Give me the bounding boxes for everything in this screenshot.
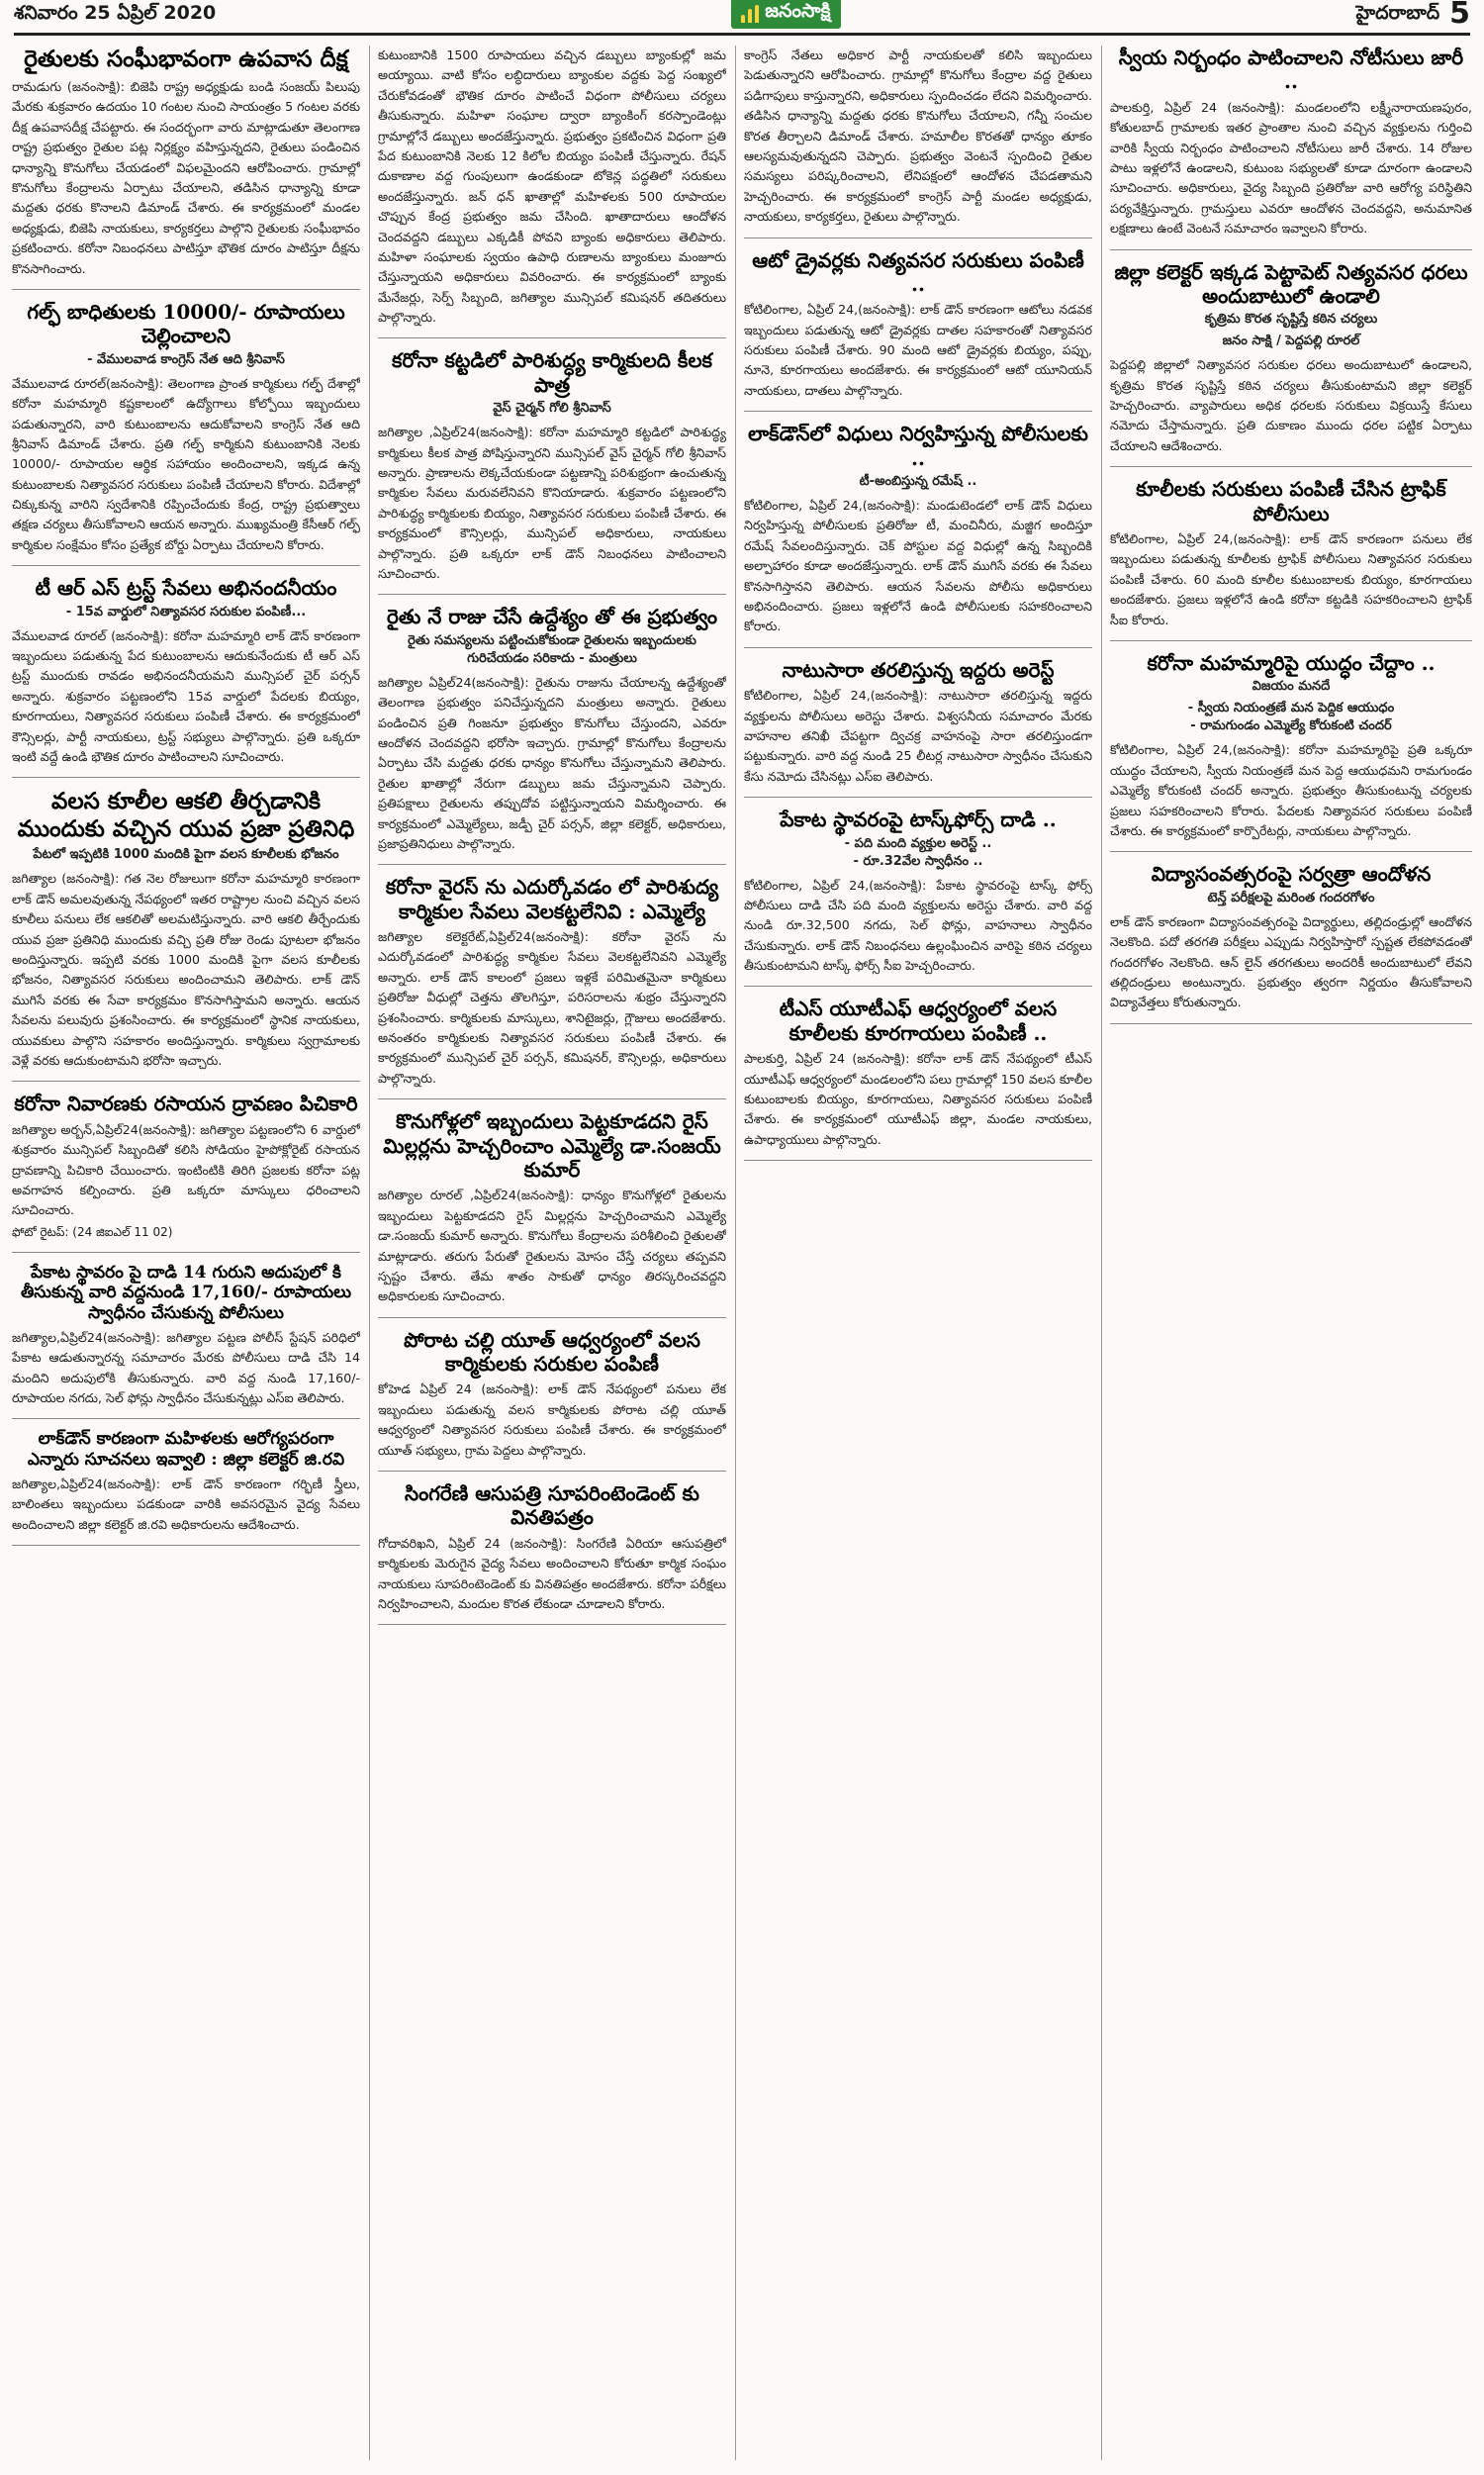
article-subheading: టెన్త్ పరీక్షలపై మరింత గందరగోళం <box>1207 890 1375 905</box>
article-body: జగిత్యాల రూరల్ ,ఏప్రిల్24(జనంసాక్షి): ధాన్యం కొనుగోళ్లలో రైతులను ఇబ్బందులు పెట్టకూడదని రైస్ మిల్లర్లను హెచ్చరించామని ఎమ్మెల్యే డా.సంజయ్ కుమార్ అన్నారు. కొనుగోలు కేంద్రాలను పరిశీలించి రైతులతో మాట్లాడారు. తరుగు పేరుతో రైతులను మోసం చేస్తే చర్యలు తప్పవని స్పష్టం చేశారు. తేమ శాతం సాకుతో ధాన్యం తిరస్కరించవద్దని అధికారులకు సూచించారు. <box>378 1188 726 1304</box>
article-body: కోటిలింగాల, ఏప్రిల్ 24,(జనంసాక్షి): లాక్ డౌన్ కారణంగా ఆటోలు నడవక ఇబ్బందులు పడుతున్న ఆటో డ్రైవర్లకు దాతల సహకారంతో నిత్యావసర సరుకులు పంపిణీ చేశారు. 90 మంది ఆటో డ్రైవర్లకు బియ్యం, పప్పు, నూనె, కూరగాయలు అందజేశారు. ఈ కార్యక్రమంలో ఆటో యూనియన్ నాయకులు, దాతలు పాల్గొన్నారు. <box>744 302 1092 398</box>
news-article <box>12 1092 360 1252</box>
article-headline: నాటుసారా తరలిస్తున్న ఇద్దరు అరెస్ట్ <box>782 657 1055 682</box>
article-body: జగిత్యాల అర్బన్,ఏప్రిల్24(జనంసాక్షి): జగిత్యాల పట్టణంలోని 6 వార్డులో శుక్రవారం మున్సిపల్ సిబ్బందితో కలిసి సోడియం హైపోక్లోరైట్ రసాయన ద్రావణాన్ని పిచికారి చేయించారు. ఇంటింటికి తిరిగి ప్రజలకు కరోనా పట్ల అవగాహన కల్పించారు. ప్రతి ఒక్కరూ మాస్కులు ధరించాలని సూచించారు. <box>12 1121 360 1218</box>
article-subheading: టీ-అంబిస్తున్న రమేష్ .. <box>859 474 977 490</box>
article-subheading: - 15వ వార్డులో నిత్యావసర సరుకుల పంపిణీ... <box>65 604 307 619</box>
article-byline: వైస్ చైర్మన్ గోలి శ్రీనివాస్ <box>493 401 611 417</box>
article-body: కోటిలింగాల, ఏప్రిల్ 24,(జనంసాక్షి): మండుటెండలో లాక్ డౌన్ విధులు నిర్వహిస్తున్న పోలీసులకు ప్రతిరోజు టీ, మంచినీరు, మజ్జిగ అందిస్తూ రమేష్ సేవలందిస్తున్నారు. చెక్ పోస్టుల వద్ద విధుల్లో ఉన్న సిబ్బందికి అల్పాహారం కూడా అందజేస్తున్నారు. లాక్ డౌన్ ముగిసే వరకు ఈ సేవలు కొనసాగిస్తానని తెలిపారు. ఆయన సేవలను పోలీసు అధికారులు అభినందించారు. ప్రజలు ఇళ్లలోనే ఉండి పోలీసులకు సహకరించాలని కోరారు. <box>744 498 1092 634</box>
news-article <box>378 46 726 338</box>
logo-text: జనంసాక్షి <box>765 0 831 22</box>
edition-city: హైదరాబాద్ <box>1355 2 1440 24</box>
article-headline: టీఎస్ యూటీఎఫ్ ఆధ్వర్యంలో వలస కూలీలకు కూరగాయలు పంపిణీ .. <box>779 997 1058 1045</box>
article-byline: - స్వీయ నియంత్రణే మన పెద్దిక ఆయుధం - రామగుండం ఎమ్మెల్యే కోరుకంటి చందర్ <box>1187 701 1395 734</box>
news-article <box>1110 862 1472 1023</box>
news-article <box>1110 260 1472 468</box>
article-headline: కూలీలకు సరుకులు పంపిణీ చేసిన ట్రాఫిక్ పోలీసులు <box>1136 477 1446 525</box>
column-divider <box>1101 46 1102 2460</box>
news-article <box>378 605 726 865</box>
article-body: గోదావరిఖని, ఏప్రిల్ 24 (జనంసాక్షి): సింగరేణి ఏరియా ఆసుపత్రిలో కార్మికులకు మెరుగైన వైద్య సేవలు అందించాలని కోరుతూ కార్మిక సంఘం నాయకులు సూపరింటెండెంట్ కు వినతిపత్రం అందజేశారు. కరోనా పరీక్షలు నిర్వహించాలని, మందుల కొరత లేకుండా చూడాలని కోరారు. <box>378 1535 726 1611</box>
column-4 <box>1110 46 1472 2460</box>
article-headline: స్వీయ నిర్బంధం పాటించాలని నోటీసులు జారీ .. <box>1118 46 1464 94</box>
news-article <box>12 788 360 1082</box>
article-headline: పేకాట స్థావరంపై టాస్క్‌ఫోర్స్ దాడి .. <box>780 808 1057 832</box>
article-headline: పోరాట చల్లి యూత్ ఆధ్వర్యంలో వలస కార్మికులకు సరుకుల పంపిణీ <box>404 1327 700 1377</box>
article-body: కోటిలింగాల, ఏప్రిల్ 24,(జనంసాక్షి): లాక్ డౌన్ కారణంగా పనులు లేక ఇబ్బందులు పడుతున్న కూలీలకు ట్రాఫిక్ పోలీసులు నిత్యావసర సరుకులు పంపిణీ చేశారు. 60 మంది కూలీల కుటుంబాలకు బియ్యం, కూరగాయలు అందజేశారు. ప్రజలు ఇళ్లలోనే ఉండి కరోనా కట్టడికి సహకరించాలని ట్రాఫిక్ సీఐ కోరారు. <box>1110 531 1472 627</box>
news-article <box>1110 651 1472 852</box>
column-2 <box>378 46 726 2460</box>
article-subheading: పేటలో ఇప్పటికి 1000 మందికి పైగా వలస కూలీలకు భోజనం <box>33 847 339 863</box>
article-body: కుటుంబానికి 1500 రూపాయలు వచ్చిన డబ్బులు బ్యాంకుల్లో జమ అయ్యాయి. వాటి కోసం లబ్ధిదారులు బ్యాంకుల వద్దకు పెద్ద సంఖ్యలో చేరుకోవడంతో భౌతిక దూరం పాటించే విధంగా పోలీసులు చర్యలు తీసుకున్నారు. మహిళా సంఘాల ద్వారా బ్యాంకింగ్ కరస్పాండెంట్లు గ్రామాల్లోనే డబ్బులు అందజేస్తున్నారు. ప్రభుత్వం ప్రకటించిన విధంగా ప్రతి పేద కుటుంబానికి నెలకు 12 కిలోల బియ్యం పంపిణీ చేస్తున్నారు. రేషన్ దుకాణాల వద్ద గుంపులుగా ఉండకుండా టోకెన్ల పద్ధతిలో సరుకులు అందజేస్తున్నారు. జన్ ధన్ ఖాతాల్లో మహిళలకు 500 రూపాయల చొప్పున కేంద్ర ప్రభుత్వం జమ చేసింది. ఖాతాదారులు ఆందోళన చెందవద్దని డబ్బులు ఎక్కడికీ పోవని బ్యాంకు అధికారులు తెలిపారు. మహిళా సంఘాలకు స్వయం ఉపాధి రుణాలను బ్యాంకులు మంజూరు చేస్తున్నాయని అధికారులు వివరించారు. ఈ కార్యక్రమంలో బ్యాంకు మేనేజర్లు, సెర్ప్ సిబ్బంది, జగిత్యాల మున్సిపల్ కమిషనర్ తదితరులు పాల్గొన్నారు. <box>378 48 726 326</box>
article-body: రామడుగు (జనంసాక్షి): బిజెపి రాష్ట్ర అధ్యక్షుడు బండి సంజయ్ పిలుపు మేరకు శుక్రవారం ఉదయం 10 గంటల నుంచి సాయంత్రం 5 గంటల వరకు దీక్ష ఉపవాసదీక్ష చేపట్టారు. ఈ సందర్భంగా వారు మాట్లాడుతూ తెలంగాణ రాష్ట్ర ప్రభుత్వం రైతుల పట్ల నిర్లక్ష్యం వహిస్తున్నదని, రైతులు పండించిన ధాన్యాన్ని కొనుగోలు చేయడంలో విఫలమైందని ఆరోపించారు. గ్రామాల్లో కొనుగోలు కేంద్రాలను ఏర్పాటు చేయాలని, తడిసిన ధాన్యాన్ని కూడా మద్దతు ధరకు కొనాలని డిమాండ్ చేశారు. ఈ కార్యక్రమంలో మండల అధ్యక్షుడు, బిజెపి నాయకులు, కార్యకర్తలు పాల్గొని రైతులకు సంఘీభావం ప్రకటించారు. కరోనా నిబంధనలు పాటిస్తూ భౌతిక దూరం పాటిస్తూ దీక్షను కొనసాగించారు. <box>12 79 360 276</box>
article-subheading: - పది మంది వ్యక్తుల అరెస్ట్ .. - రూ.32వేల స్వాధీనం .. <box>844 835 992 869</box>
news-article <box>12 300 360 566</box>
news-article <box>12 46 360 290</box>
article-headline: సింగరేణి ఆసుపత్రి సూపరింటెండెంట్ కు వినతిపత్రం <box>405 1481 699 1530</box>
news-article <box>12 576 360 778</box>
article-headline: వలస కూలీల ఆకలి తీర్చడానికి ముందుకు వచ్చిన యువ ప్రజా ప్రతినిధి <box>17 788 355 843</box>
article-headline: రైతులకు సంఘీభావంగా ఉపవాస దీక్ష <box>24 46 348 72</box>
column-divider <box>369 46 370 2460</box>
article-headline: కరోనా వైరస్ ను ఎదుర్కోవడం లో పారిశుద్య కార్మికుల సేవలు వెలకట్టలేనివి : ఎమ్మెల్యే <box>385 875 719 923</box>
news-article <box>1110 477 1472 641</box>
article-body: జగిత్యాల,ఏప్రిల్24(జనంసాక్షి): జగిత్యాల పట్టణ పోలీస్ స్టేషన్ పరిధిలో పేకాట ఆడుతున్నారన్న సమాచారం మేరకు పోలీసులు దాడి చేసి 14 మందిని అదుపులోకి తీసుకున్నారు. వారి వద్ద నుండి 17,160/- రూపాయల నగదు, సెల్ ఫోన్లు స్వాధీనం చేసుకున్నట్లు ఎస్ఐ తెలిపారు. <box>12 1329 360 1406</box>
news-article <box>744 658 1092 798</box>
article-headline: జిల్లా కలెక్టర్ ఇక్కడ పెట్టాపెట్ నిత్యవసర ధరలు అందుబాటులో ఉండాలి <box>1114 259 1468 308</box>
article-headline: పేకాట స్థావరం పై దాడి 14 గురుని అదుపులో కి తీసుకున్న వారి వద్దనుండి 17,160/- రూపాయలు స్వాధీనం చేసుకున్న పోలీసులు <box>20 1262 352 1324</box>
article-body: జగిత్యాల కలెక్టరేట్,ఏప్రిల్24(జనంసాక్షి): కరోనా వైరస్ ను ఎదుర్కోవడంలో పారిశుద్ధ్య కార్మికుల సేవలు వెలకట్టలేనివని ఎమ్మెల్యే అన్నారు. లాక్ డౌన్ కాలంలో ప్రజలు ఇళ్లకే పరిమితమైనా కార్మికులు ప్రతిరోజు వీధుల్లో చెత్తను తొలగిస్తూ, పరిసరాలను శుభ్రం చేస్తున్నారని ప్రశంసించారు. కార్మికులకు మాస్కులు, శానిటైజర్లు, గ్లౌజులు అందజేశారు. అనంతరం కార్మికులకు నిత్యావసర సరుకులు పంపిణీ చేశారు. ఈ కార్యక్రమంలో మున్సిపల్ చైర్ పర్సన్, కమిషనర్, కౌన్సిలర్లు, అధికారులు పాల్గొన్నారు. <box>378 929 726 1086</box>
article-headline: లాక్‌డౌన్ కారణంగా మహిళలకు ఆరోగ్యపరంగా ఎన్నారు సూచనలు ఇవ్వాలి : జిల్లా కలెక్టర్ జి.రవి <box>27 1429 345 1471</box>
issue-date: శనివారం 25 ఏప్రిల్ 2020 <box>14 2 217 24</box>
article-body: కాంగ్రెస్ నేతలు అధికార పార్టీ నాయకులతో కలిసి ఇబ్బందులు పెడుతున్నారని ఆరోపించారు. గ్రామాల్లో కొనుగోలు కేంద్రాల వద్ద రైతులు పడిగాపులు కాస్తున్నారని, అధికారులు స్పందించడం లేదని విమర్శించారు. తడిసిన ధాన్యాన్ని మద్దతు ధరకు కొనుగోలు చేయాలని, గన్నీ సంచుల కొరత తీర్చాలని డిమాండ్ చేశారు. హమాలీల కొరతతో ధాన్యం తూకం ఆలస్యమవుతున్నదని చెప్పారు. ప్రభుత్వం వెంటనే స్పందించి రైతుల సమస్యలు పరిష్కరించాలని, లేనిపక్షంలో ఆందోళన చేపడతామని హెచ్చరించారు. ఈ కార్యక్రమంలో కాంగ్రెస్ పార్టీ మండల అధ్యక్షుడు, నాయకులు, కార్యకర్తలు, రైతులు పాల్గొన్నారు. <box>744 48 1092 225</box>
column-divider <box>735 46 736 2460</box>
article-body: జగిత్యాల,ఏప్రిల్24(జనంసాక్షి): లాక్ డౌన్ కారణంగా గర్భిణీ స్త్రీలు, బాలింతలు ఇబ్బందులు పడకుండా వారికి అవసరమైన వైద్య సేవలు అందించాలని జిల్లా కలెక్టర్ జి.రవి అధికారులను ఆదేశించారు. <box>12 1475 360 1532</box>
article-byline: జనం సాక్షి / పెద్దపల్లి రూరల్ <box>1222 333 1360 349</box>
article-subheading: రైతు సమస్యలను పట్టించుకోకుండా రైతులను ఇబ్బందులకు గురిచేయడం సరికాదు - మంత్రులు <box>408 632 696 666</box>
news-article <box>12 1429 360 1546</box>
page-number: 5 <box>1449 0 1470 31</box>
news-article <box>744 248 1092 413</box>
article-headline: లాక్‌డౌన్‌లో విధులు నిర్వహిస్తున్న పోలీసులకు .. <box>748 422 1088 470</box>
article-subheading: విజయం మనదే <box>1252 679 1331 695</box>
news-article <box>744 46 1092 238</box>
article-body: పాలకుర్తి, ఏప్రిల్ 24 (జనంసాక్షి): మండలంలోని లక్ష్మీనారాయణపురం, కోతులబాద్ గ్రామాలకు ఇతర ప్రాంతాల నుంచి వచ్చిన వ్యక్తులను గుర్తించి వారికి స్వీయ నిర్బంధం పాటించాలని నోటీసులు జారీ చేశారు. 14 రోజుల పాటు ఇళ్లలోనే ఉండాలని, కుటుంబ సభ్యులతో కూడా దూరంగా ఉండాలని సూచించారు. అధికారులు, వైద్య సిబ్బంది ప్రతిరోజు వారి ఆరోగ్య పరిస్థితిని పర్యవేక్షిస్తున్నారు. గ్రామస్తులు ఎవరూ ఆందోళన చెందవద్దని, అనుమానిత లక్షణాలు ఉంటే వెంటనే సమాచారం ఇవ్వాలని కోరారు. <box>1110 99 1472 237</box>
article-body: కోటిలింగాల, ఏప్రిల్ 24,(జనంసాక్షి): నాటుసారా తరలిస్తున్న ఇద్దరు వ్యక్తులను పోలీసులు అరెస్టు చేశారు. విశ్వసనీయ సమాచారం మేరకు వాహనాల తనిఖీ చేపట్టగా ద్విచక్ర వాహనంపై సారా తరలిస్తుండగా పట్టుకున్నారు. వారి వద్ద నుండి 25 లీటర్ల నాటుసారా స్వాధీనం చేసుకుని కేసు నమోదు చేసినట్లు ఎస్ఐ తెలిపారు. <box>744 688 1092 784</box>
logo-bars-icon <box>741 5 759 23</box>
article-headline: కరోనా మహమ్మారిపై యుద్ధం చేద్దాం .. <box>1147 650 1436 675</box>
article-subheading: కృత్రిమ కొరత సృష్టిస్తే కఠిన చర్యలు <box>1204 312 1378 328</box>
publication-logo <box>731 0 840 29</box>
article-body: కోటిలింగాల, ఏప్రిల్ 24,(జనంసాక్షి): కరోనా మహమ్మారిపై ప్రతి ఒక్కరూ యుద్ధం చేయాలని, స్వీయ నియంత్రణే మన పెద్ద ఆయుధమని రామగుండం ఎమ్మెల్యే కోరుకంటి చందర్ అన్నారు. ప్రభుత్వం తీసుకుంటున్న చర్యలకు ప్రజలు సహకరించాలని కోరారు. పేదలకు నిత్యావసర సరుకులు పంపిణీ చేశారు. ఈ కార్యక్రమంలో కార్పొరేటర్లు, నాయకులు పాల్గొన్నారు. <box>1110 742 1472 838</box>
news-article <box>1110 46 1472 250</box>
article-body: లాక్ డౌన్ కారణంగా విద్యాసంవత్సరంపై విద్యార్థులు, తల్లిదండ్రుల్లో ఆందోళన నెలకొంది. పదో తరగతి పరీక్షలు ఎప్పుడు నిర్వహిస్తారో స్పష్టత లేకపోవడంతో గందరగోళం నెలకొంది. ఆన్ లైన్ తరగతులు అందరికీ అందుబాటులో లేవని తల్లిదండ్రులు అంటున్నారు. ప్రభుత్వం త్వరగా నిర్ణయం తీసుకోవాలని విద్యావేత్తలు కోరుతున్నారు. <box>1110 913 1472 1010</box>
article-headline: కరోనా కట్టడిలో పారిశుద్ధ్య కార్మికులది కీలక పాత్ర <box>392 348 712 397</box>
article-headline: విద్యాసంవత్సరంపై సర్వత్రా ఆందోళన <box>1151 862 1432 887</box>
article-body: జగిత్యాల ,ఏప్రిల్24(జనంసాక్షి): కరోనా మహమ్మారి కట్టడిలో పారిశుద్ధ్య కార్మికులు కీలక పాత్ర పోషిస్తున్నారని మున్సిపల్ వైస్ చైర్మన్ గోలి శ్రీనివాస్ అన్నారు. ప్రాణాలను లెక్కచేయకుండా పట్టణాన్ని పరిశుభ్రంగా ఉంచుతున్న కార్మికుల సేవలు మరువలేనివని కొనియాడారు. శుక్రవారం పట్టణంలోని పారిశుద్ధ్య కార్మికులకు బియ్యం, నిత్యావసర సరుకులు పంపిణీ చేశారు. ఈ కార్యక్రమంలో కౌన్సిలర్లు, మున్సిపల్ అధికారులు, నాయకులు పాల్గొన్నారు. ప్రతి ఒక్కరూ లాక్ డౌన్ నిబంధనలు పాటించాలని సూచించారు. <box>378 425 726 581</box>
article-headline: టీ ఆర్ ఎస్ ట్రస్ట్ సేవలు అభినందనీయం <box>35 576 337 601</box>
news-article <box>378 348 726 595</box>
article-headline: కరోనా నివారణకు రసాయన ద్రావణం పిచికారి <box>14 1092 358 1116</box>
article-headline: కొనుగోళ్లలో ఇబ్బందులు పెట్టకూడదని రైస్ మిల్లర్లను హెచ్చరించాం ఎమ్మెల్యే డా.సంజయ్ కుమార్ <box>383 1109 721 1182</box>
news-article <box>12 1263 360 1420</box>
edition-info <box>1355 0 1470 29</box>
article-body: జగిత్యాల ఏప్రిల్24(జనంసాక్షి): రైతును రాజును చేయాలన్న ఉద్దేశ్యంతో తెలంగాణ ప్రభుత్వం పనిచేస్తున్నదని మంత్రులు అన్నారు. రైతులు పండించిన ప్రతి గింజనూ ప్రభుత్వం కొనుగోలు చేస్తుందని, ఎవరూ ఆందోళన చెందవద్దని భరోసా ఇచ్చారు. గ్రామాల్లో కొనుగోలు కేంద్రాలను ఏర్పాటు చేసి మద్దతు ధరకు ధాన్యం కొనుగోలు చేస్తున్నామని తెలిపారు. రైతుల ఖాతాల్లో నేరుగా డబ్బులు జమ చేస్తున్నామని చెప్పారు. ప్రతిపక్షాలు రైతులను తప్పుదోవ పట్టిస్తున్నాయని విమర్శించారు. ఈ కార్యక్రమంలో ఎమ్మెల్యేలు, జడ్పీ చైర్ పర్సన్, జిల్లా కలెక్టర్, అధికారులు, ప్రజాప్రతినిధులు పాల్గొన్నారు. <box>378 674 726 851</box>
news-article <box>378 1109 726 1318</box>
article-body: జగిత్యాల (జనంసాక్షి): గత నెల రోజులుగా కరోనా మహమ్మారి కారణంగా లాక్ డౌన్ అమలవుతున్న నేపథ్యంలో ఇతర రాష్ట్రాల నుంచి వచ్చిన వలస కూలీలు పనులు లేక ఆకలితో అలమటిస్తున్నారు. వారి ఆకలి తీర్చేందుకు యువ ప్రజా ప్రతినిధి ముందుకు వచ్చి ప్రతి రోజు రెండు పూటలా భోజనం అందిస్తున్నారు. ఇప్పటి వరకు 1000 మందికి పైగా వలస కూలీలకు భోజనం, నిత్యావసర సరుకులు అందించామని తెలిపారు. లాక్ డౌన్ ముగిసే వరకు ఈ సేవా కార్యక్రమం కొనసాగిస్తామని అన్నారు. ఆయన సేవలను పలువురు ప్రశంసించారు. ఈ కార్యక్రమంలో స్థానిక నాయకులు, యువకులు పాల్గొని సహకారం అందిస్తున్నారు. కార్మికులు స్వగ్రామాలకు వెళ్లే వరకు ఆదుకుంటామని భరోసా ఇచ్చారు. <box>12 871 360 1068</box>
article-body: పెద్దపల్లి జిల్లాలో నిత్యావసర సరుకుల ధరలు అందుబాటులో ఉండాలని, కృత్రిమ కొరత సృష్టిస్తే కఠిన చర్యలు తీసుకుంటామని జిల్లా కలెక్టర్ హెచ్చరించారు. వ్యాపారులు అధిక ధరలకు సరుకులు విక్రయిస్తే కేసులు నమోదు చేస్తామన్నారు. ప్రతి దుకాణం ముందు ధరల పట్టిక ఏర్పాటు చేయాలని ఆదేశించారు. <box>1110 357 1472 453</box>
news-article <box>378 1481 726 1625</box>
column-3 <box>744 46 1092 2460</box>
news-article <box>744 808 1092 987</box>
article-body: పాలకుర్తి, ఏప్రిల్ 24 (జనంసాక్షి): కరోనా లాక్ డౌన్ నేపథ్యంలో టీఎస్ యూటీఎఫ్ ఆధ్వర్యంలో మండలంలోని పలు గ్రామాల్లో 150 వలస కూలీల కుటుంబాలకు బియ్యం, కూరగాయలు, నిత్యావసర సరుకులు పంపిణీ చేశారు. ఈ కార్యక్రమంలో యూటీఎఫ్ జిల్లా, మండల నాయకులు, ఉపాధ్యాయులు పాల్గొన్నారు. <box>744 1051 1092 1147</box>
article-body: కోహెడ ఏప్రిల్ 24 (జనంసాక్షి): లాక్ డౌన్ నేపథ్యంలో పనులు లేక ఇబ్బందులు పడుతున్న వలస కార్మికులకు పోరాట చల్లి యూత్ ఆధ్వర్యంలో నిత్యావసర సరుకులు పంపిణీ చేశారు. ఈ కార్యక్రమంలో యూత్ సభ్యులు, గ్రామ పెద్దలు పాల్గొన్నారు. <box>378 1381 726 1458</box>
article-headline: ఆటో డ్రైవర్లకు నిత్యవసర సరుకులు పంపిణీ .. <box>752 247 1084 296</box>
column-1 <box>12 46 360 2460</box>
article-body: కోటిలింగాల, ఏప్రిల్ 24,(జనంసాక్షి): పేకాట స్థావరంపై టాస్క్ ఫోర్స్ పోలీసులు దాడి చేసి పది మంది వ్యక్తులను అరెస్టు చేశారు. వారి వద్ద నుండి రూ.32,500 నగదు, సెల్ ఫోన్లు, వాహనాలు స్వాధీనం చేసుకున్నారు. లాక్ డౌన్ నిబంధనలు ఉల్లంఘించిన వారిపై కఠిన చర్యలు తీసుకుంటామని టాస్క్ ఫోర్స్ సీఐ హెచ్చరించారు. <box>744 877 1092 974</box>
news-article <box>378 875 726 1099</box>
article-headline: గల్ఫ్ బాధితులకు 10000/- రూపాయలు చెల్లించాలని <box>27 299 345 348</box>
news-article <box>744 422 1092 648</box>
article-headline: రైతు నే రాజు చేసే ఉద్దేశ్యం తో ఈ ప్రభుత్వం <box>386 605 718 629</box>
article-body: వేములవాడ రూరల్ (జనంసాక్షి): కరోనా మహమ్మారి లాక్ డౌన్ కారణంగా ఇబ్బందులు పడుతున్న పేద కుటుంబాలను ఆదుకునేందుకు టీ ఆర్ ఎస్ ట్రస్ట్ ముందుకు రావడం అభినందనీయమని మున్సిపల్ చైర్ పర్సన్ అన్నారు. శుక్రవారం పట్టణంలోని 15వ వార్డులో పేదలకు బియ్యం, కూరగాయలు, నిత్యావసర సరుకులు పంపిణీ చేశారు. ఈ కార్యక్రమంలో కౌన్సిలర్లు, పార్టీ నాయకులు, ట్రస్ట్ సభ్యులు పాల్గొన్నారు. ప్రతి ఒక్కరూ ఇంటి వద్దే ఉండి భౌతిక దూరం పాటించాలని సూచించారు. <box>12 627 360 764</box>
news-article <box>744 997 1092 1161</box>
article-body: వేములవాడ రూరల్(జనంసాక్షి): తెలంగాణ ప్రాంత కార్మికులు గల్ఫ్ దేశాల్లో కరోనా మహమ్మారి కష్టకాలంలో ఉద్యోగాలు కోల్పోయి ఇబ్బందులు పడుతున్నారని, వారి కుటుంబాలను ఆదుకోవాలని కాంగ్రెస్ నేత ఆది శ్రీనివాస్ డిమాండ్ చేశారు. ప్రతి గల్ఫ్ కార్మికుని కుటుంబానికి నెలకు 10000/- రూపాయల ఆర్థిక సహాయం అందించాలని, ఇక్కడ ఉన్న కుటుంబాలకు నిత్యావసర సరుకులు పంపిణీ చేయాలని కోరారు. విదేశాల్లో చిక్కుకున్న వారిని స్వదేశానికి రప్పించేందుకు కేంద్ర, రాష్ట్ర ప్రభుత్వాలు తక్షణ చర్యలు తీసుకోవాలని ఆయన అన్నారు. ముఖ్యమంత్రి కేసీఆర్ గల్ఫ్ కార్మికుల సంక్షేమం కోసం ప్రత్యేక బోర్డు ఏర్పాటు చేయాలని కోరారు. <box>12 375 360 552</box>
masthead <box>14 0 1470 36</box>
article-byline: - వేములవాడ కాంగ్రెస్ నేత ఆది శ్రీనివాస్ <box>87 351 285 367</box>
news-article <box>378 1328 726 1472</box>
photo-caption: ఫోటో రైటప్: (24 జిఐఎల్ 11 02) <box>12 1224 173 1239</box>
